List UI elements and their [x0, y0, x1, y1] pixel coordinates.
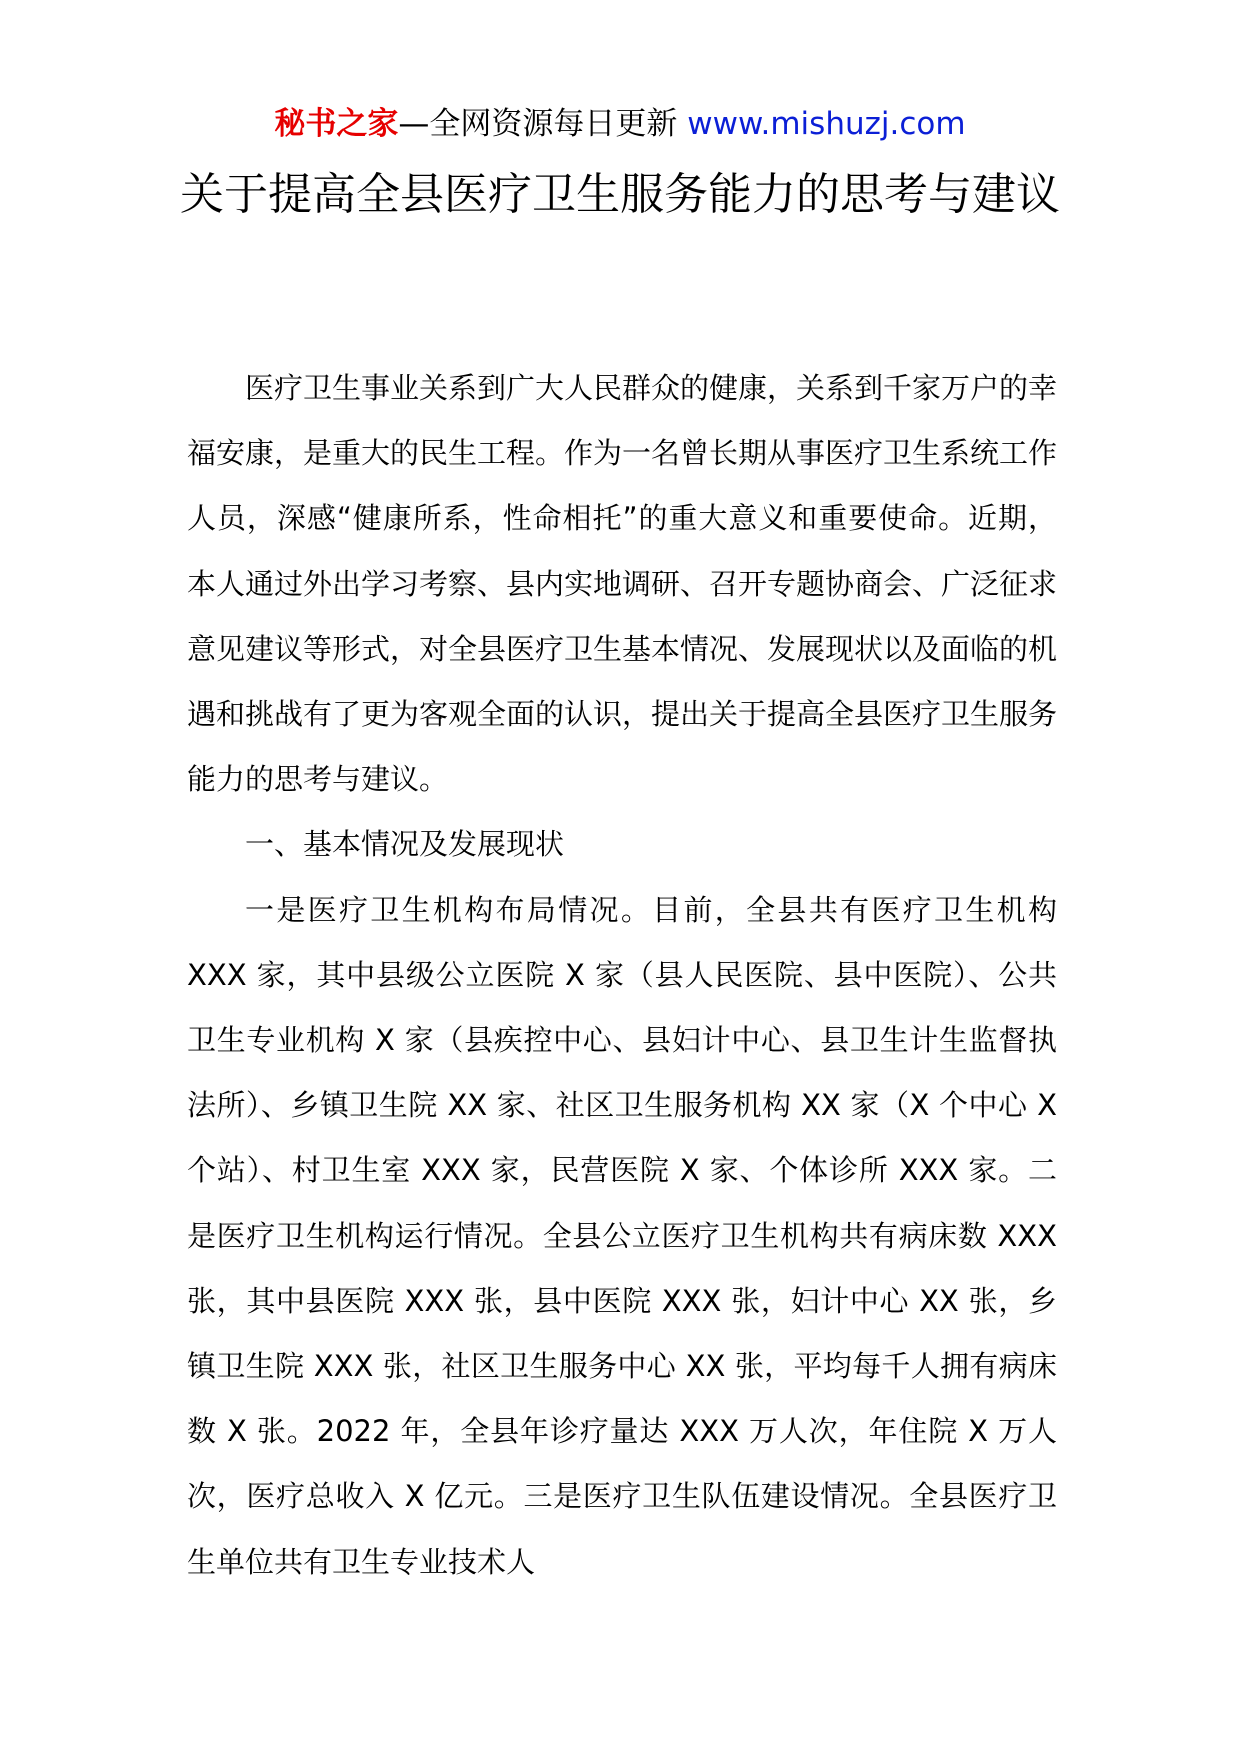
section-heading: 一、基本情况及发展现状 [245, 827, 565, 862]
intro-paragraph: 医疗卫生事业关系到广大人民群众的健康，关系到千家万户的幸福安康，是重大的民生工程。作为一名曾长期从事医疗卫生系统工作人员，深感“健康所系，性命相托”的重大意义和重要使命。近期，本人通过外出学习考察、县内实地调研、召开专题协商会、广泛征求意见建议等形式，对全县医疗卫生基本情况、发展现状以及面临的机遇和挑战有了更为客观全面的认识，提出关于提高全县医疗卫生服务能力的思考与建议。 [187, 371, 1058, 797]
situation-paragraph: 一是医疗卫生机构布局情况。目前，全县共有医疗卫生机构 XXX 家，其中县级公立医院 X 家（县人民医院、县中医院）、公共卫生专业机构 X 家（县疾控中心、县妇计中心、县卫生计生监督执法所）、乡镇卫生院 XX 家、社区卫生服务机构 XX 家（X 个中心 X 个站）、村卫生室 XXX 家，民营医院 X 家、个体诊所 XXX 家。二是医疗卫生机构运行情况。全县公立医疗卫生机构共有病床数 XXX 张，其中县医院 XXX 张，县中医院 XXX 张，妇计中心 XX 张，乡镇卫生院 XXX 张，社区卫生服务中心 XX 张，平均每千人拥有病床数 X 张。2022 年，全县年诊疗量达 XXX 万人次，年住院 X 万人次，医疗总收入 X 亿元。三是医疗卫生队伍建设情况。全县医疗卫生单位共有卫生专业技术人 [187, 892, 1057, 1579]
document-body [187, 356, 1057, 1595]
site-slogan: —全网资源每日更新 [398, 106, 688, 142]
site-header [0, 100, 1240, 148]
site-brand: 秘书之家 [274, 106, 399, 142]
site-url-link[interactable]: www.mishuzj.com [687, 106, 966, 142]
document-title: 关于提高全县医疗卫生服务能力的思考与建议 [180, 169, 1060, 220]
